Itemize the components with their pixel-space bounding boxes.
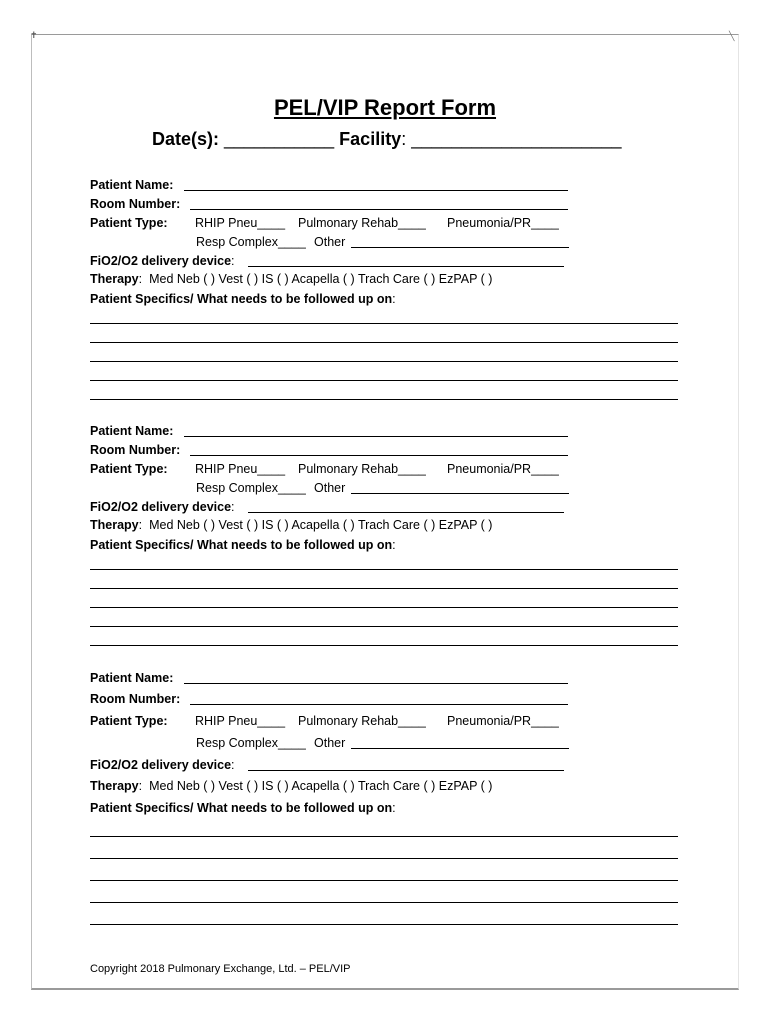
pneumonia-pr-option[interactable]: Pneumonia/PR____ [447,216,559,230]
dates-facility-line [152,127,621,151]
facility-label: Facility [339,129,402,149]
dates-blank[interactable]: ___________ [224,129,335,149]
therapy-options[interactable]: Med Neb ( ) Vest ( ) IS ( ) Acapella ( ) Trach Care ( ) EzPAP ( ) [149,272,493,286]
other-field[interactable] [351,748,569,749]
facility-blank[interactable]: _____________________ [411,129,622,149]
specifics-label: Patient Specifics/ What needs to be followed up on: [90,538,396,552]
other-field[interactable] [351,493,569,494]
specifics-line[interactable] [90,569,678,570]
rhip-pneu-option[interactable]: RHIP Pneu____ [195,216,286,230]
therapy-label: Therapy [90,779,139,793]
fio2-label: FiO2/O2 delivery device: [90,254,235,268]
specifics-label: Patient Specifics/ What needs to be followed up on: [90,292,396,306]
fio2-label: FiO2/O2 delivery device: [90,758,235,772]
pulmonary-rehab-option[interactable]: Pulmonary Rehab____ [298,714,426,728]
specifics-line[interactable] [90,399,678,400]
specifics-line[interactable] [90,607,678,608]
specifics-line[interactable] [90,626,678,627]
patient-name-label: Patient Name: [90,424,174,438]
other-label: Other [314,481,346,495]
rhip-pneu-option[interactable]: RHIP Pneu____ [195,462,286,476]
patient-type-label: Patient Type: [90,714,168,728]
specifics-line[interactable] [90,588,678,589]
specifics-line[interactable] [90,902,678,903]
patient-name-field[interactable] [184,436,568,437]
therapy-line: Therapy: Med Neb ( ) Vest ( ) IS ( ) Acapella ( ) Trach Care ( ) EzPAP ( ) [90,779,493,793]
patient-type-label: Patient Type: [90,216,168,230]
therapy-line: Therapy: Med Neb ( ) Vest ( ) IS ( ) Acapella ( ) Trach Care ( ) EzPAP ( ) [90,518,493,532]
fio2-label: FiO2/O2 delivery device: [90,500,235,514]
facility-colon: : [401,129,407,149]
form-title: PEL/VIP Report Form [273,95,497,120]
room-number-field[interactable] [190,455,568,456]
specifics-line[interactable] [90,858,678,859]
therapy-options[interactable]: Med Neb ( ) Vest ( ) IS ( ) Acapella ( ) Trach Care ( ) EzPAP ( ) [149,518,493,532]
pulmonary-rehab-option[interactable]: Pulmonary Rehab____ [298,462,426,476]
specifics-line[interactable] [90,924,678,925]
pneumonia-pr-option[interactable]: Pneumonia/PR____ [447,462,559,476]
fio2-field[interactable] [248,770,564,771]
therapy-options[interactable]: Med Neb ( ) Vest ( ) IS ( ) Acapella ( ) Trach Care ( ) EzPAP ( ) [149,779,493,793]
patient-type-label: Patient Type: [90,462,168,476]
patient-name-field[interactable] [184,683,568,684]
pneumonia-pr-option[interactable]: Pneumonia/PR____ [447,714,559,728]
specifics-line[interactable] [90,342,678,343]
specifics-line[interactable] [90,361,678,362]
room-number-field[interactable] [190,209,568,210]
copyright-footer: Copyright 2018 Pulmonary Exchange, Ltd. – PEL/VIP [90,963,351,975]
specifics-label: Patient Specifics/ What needs to be followed up on: [90,801,396,815]
specifics-line[interactable] [90,836,678,837]
specifics-line[interactable] [90,645,678,646]
resp-complex-option[interactable]: Resp Complex____ [196,481,306,495]
specifics-line[interactable] [90,380,678,381]
fio2-field[interactable] [248,512,564,513]
room-number-label: Room Number: [90,197,181,211]
pulmonary-rehab-option[interactable]: Pulmonary Rehab____ [298,216,426,230]
specifics-line[interactable] [90,880,678,881]
page-curl-icon: ╲ [729,31,735,41]
other-label: Other [314,235,346,249]
other-label: Other [314,736,346,750]
therapy-label: Therapy [90,518,139,532]
other-field[interactable] [351,247,569,248]
room-number-label: Room Number: [90,443,181,457]
room-number-field[interactable] [190,704,568,705]
specifics-line[interactable] [90,323,678,324]
corner-mark-icon: ✝ [30,30,38,40]
fio2-field[interactable] [248,266,564,267]
rhip-pneu-option[interactable]: RHIP Pneu____ [195,714,286,728]
patient-name-label: Patient Name: [90,671,174,685]
therapy-label: Therapy [90,272,139,286]
resp-complex-option[interactable]: Resp Complex____ [196,736,306,750]
patient-name-field[interactable] [184,190,568,191]
patient-name-label: Patient Name: [90,178,174,192]
resp-complex-option[interactable]: Resp Complex____ [196,235,306,249]
therapy-line: Therapy: Med Neb ( ) Vest ( ) IS ( ) Acapella ( ) Trach Care ( ) EzPAP ( ) [90,272,493,286]
dates-label: Date(s): [152,129,220,149]
room-number-label: Room Number: [90,692,181,706]
